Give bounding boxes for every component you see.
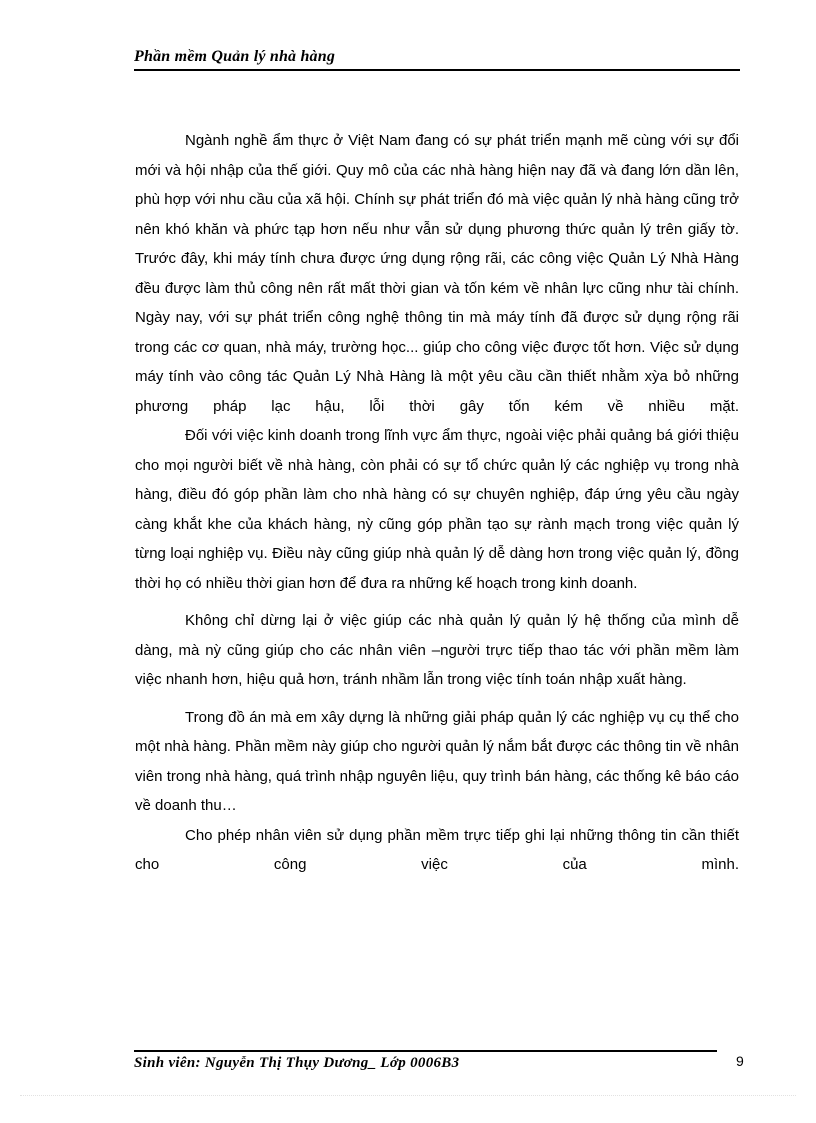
paragraph-staff: Không chỉ dừng lại ở việc giúp các nhà quản lý quản lý hệ thống của mình dễ dàng, mà nỳ cũng giúp cho các nhân viên –người trực tiếp thao tác với phần mềm làm việc nhanh hơn, hiệu quả hơn, tránh nhầm lẫn trong việc tính toán nhập xuất hàng.: [135, 612, 739, 688]
page-edge-dots: [20, 1095, 796, 1096]
footer-author: Sinh viên: Nguyễn Thị Thụy Dương_ Lớp 0006B3: [134, 1055, 460, 1071]
paragraph-permission: Cho phép nhân viên sử dụng phần mềm trực tiếp ghi lại những thông tin cần thiết cho công việc của mình.: [135, 826, 739, 873]
header-rule: [134, 69, 740, 71]
body-text: [135, 126, 739, 880]
header-title: Phần mềm Quản lý nhà hàng: [134, 48, 336, 65]
paragraph-intro: Ngành nghề ẩm thực ở Việt Nam đang có sự phát triển mạnh mẽ cùng với sự đổi mới và hội nhập của thế giới. Quy mô của các nhà hàng hiện nay đã và đang lớn dần lên, phù hợp với nhu cầu của xã hội. Chính sự phát triển đó mà việc quản lý nhà hàng cũng trở nên khó khăn và phức tạp hơn nếu như vẫn sử dụng phương thức quản lý trên giấy tờ. Trước đây, khi máy tính chưa được ứng dụng rộng rãi, các công việc Quản Lý Nhà Hàng đều được làm thủ công nên rất mất thời gian và tốn kém về nhân lực cũng như tài chính. Ngày nay, với sự phát triển công nghệ thông tin mà máy tính đã được sử dụng rộng rãi trong các cơ quan, nhà máy, trường học... giúp cho công việc được tốt hơn. Việc sử dụng máy tính vào công tác Quản Lý Nhà Hàng là một yêu cầu cần thiết nhằm xỳa bỏ những phương pháp lạc hậu, lỗi thời gây tốn kém về nhiều mặt.: [135, 132, 739, 415]
page-number: 9: [736, 1053, 744, 1069]
paragraph-business: Đối với việc kinh doanh trong lĩnh vực ẩm thực, ngoài việc phải quảng bá giới thiệu cho mọi người biết về nhà hàng, còn phải có sự tổ chức quản lý các nghiệp vụ trong nhà hàng, điều đó góp phần làm cho nhà hàng có sự chuyên nghiệp, đáp ứng yêu cầu ngày càng khắt khe của khách hàng, nỳ cũng góp phần tạo sự rành mạch trong việc quản lý từng loại nghiệp vụ. Điều này cũng giúp nhà quản lý dễ dàng hơn trong việc quản lý, đồng thời họ có nhiều thời gian hơn để đưa ra những kế hoạch trong kinh doanh.: [135, 427, 739, 592]
footer-rule: [134, 1050, 717, 1052]
paragraph-project: Trong đồ án mà em xây dựng là những giải pháp quản lý các nghiệp vụ cụ thể cho một nhà hàng. Phần mềm này giúp cho người quản lý nắm bắt được các thông tin về nhân viên trong nhà hàng, quá trình nhập nguyên liệu, quy trình bán hàng, các thống kê báo cáo về doanh thu…: [135, 708, 739, 814]
